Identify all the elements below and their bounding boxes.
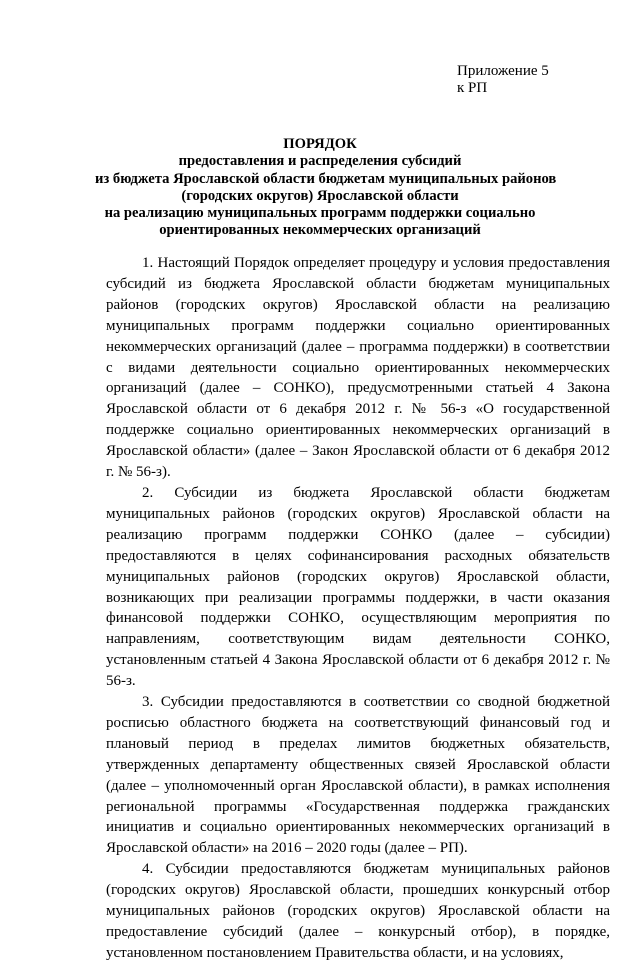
appendix-reference: к РП xyxy=(457,80,488,96)
appendix-label xyxy=(457,63,549,97)
title-line: на реализацию муниципальных программ поддержки социально xyxy=(104,205,536,222)
paragraph-4: 4. Субсидии предоставляются бюджетам муниципальных районов (городских округов) Ярославской области, прошедших конкурсный отбор муниципальных районов (городских округов) Ярославской области на предоставление субсидий (далее – конкурсный отбор), в порядке, установленном постановлением Правительства области, и на условиях, xyxy=(106,861,610,961)
paragraph-1: 1. Настоящий Порядок определяет процедуру и условия предоставления субсидий из бюджета Ярославской области бюджетам муниципальных районов (городских округов) Ярославской области на реализацию муниципальных программ поддержки социально ориентированных некоммерческих организаций (далее – программа поддержки) в соответствии с видами деятельности социально ориентированных некоммерческих организаций (далее – СОНКО), предусмотренными статьей 4 Закона Ярославской области от 6 декабря 2012 г. № 56-з «О государственной поддержке социально ориентированных некоммерческих организаций в Ярославской области» (далее – Закон Ярославской области от 6 декабря 2012 г. № 56-з). xyxy=(106,255,610,481)
paragraph-3: 3. Субсидии предоставляются в соответствии со сводной бюджетной росписью областного бюджета на соответствующий финансовый год и плановый период в пределах лимитов бюджетных обязательств, утвержденных департаменту общественных связей Ярославской области (далее – уполномоченный орган Ярославской области), в рамках исполнения региональной программы «Государственная поддержка гражданских инициатив и социально ориентированных некоммерческих организаций в Ярославской области» на 2016 – 2020 годы (далее – РП). xyxy=(106,694,610,857)
title-line: ориентированных некоммерческих организаций xyxy=(159,222,481,239)
title-line: предоставления и распределения субсидий xyxy=(178,153,462,170)
paragraph-2: 2. Субсидии из бюджета Ярославской области бюджетам муниципальных районов (городских округов) Ярославской области на реализацию программ поддержки СОНКО (далее – субсидии) предоставляются в целях софинансирования расходных обязательств муниципальных районов (городских округов) Ярославской области, возникающих при реализации программы поддержки, в части оказания финансовой поддержки СОНКО, осуществляющим мероприятия по направлениям, соответствующим видам деятельности СОНКО, установленным статьей 4 Закона Ярославской области от 6 декабря 2012 г. № 56-з. xyxy=(106,484,610,690)
title-heading: ПОРЯДОК xyxy=(283,136,357,152)
title-line: (городских округов) Ярославской области xyxy=(181,187,459,204)
document-body xyxy=(106,253,610,964)
title-line: из бюджета Ярославской области бюджетам муниципальных районов xyxy=(95,170,557,187)
appendix-number: Приложение 5 xyxy=(457,63,549,79)
document-title xyxy=(95,136,557,240)
